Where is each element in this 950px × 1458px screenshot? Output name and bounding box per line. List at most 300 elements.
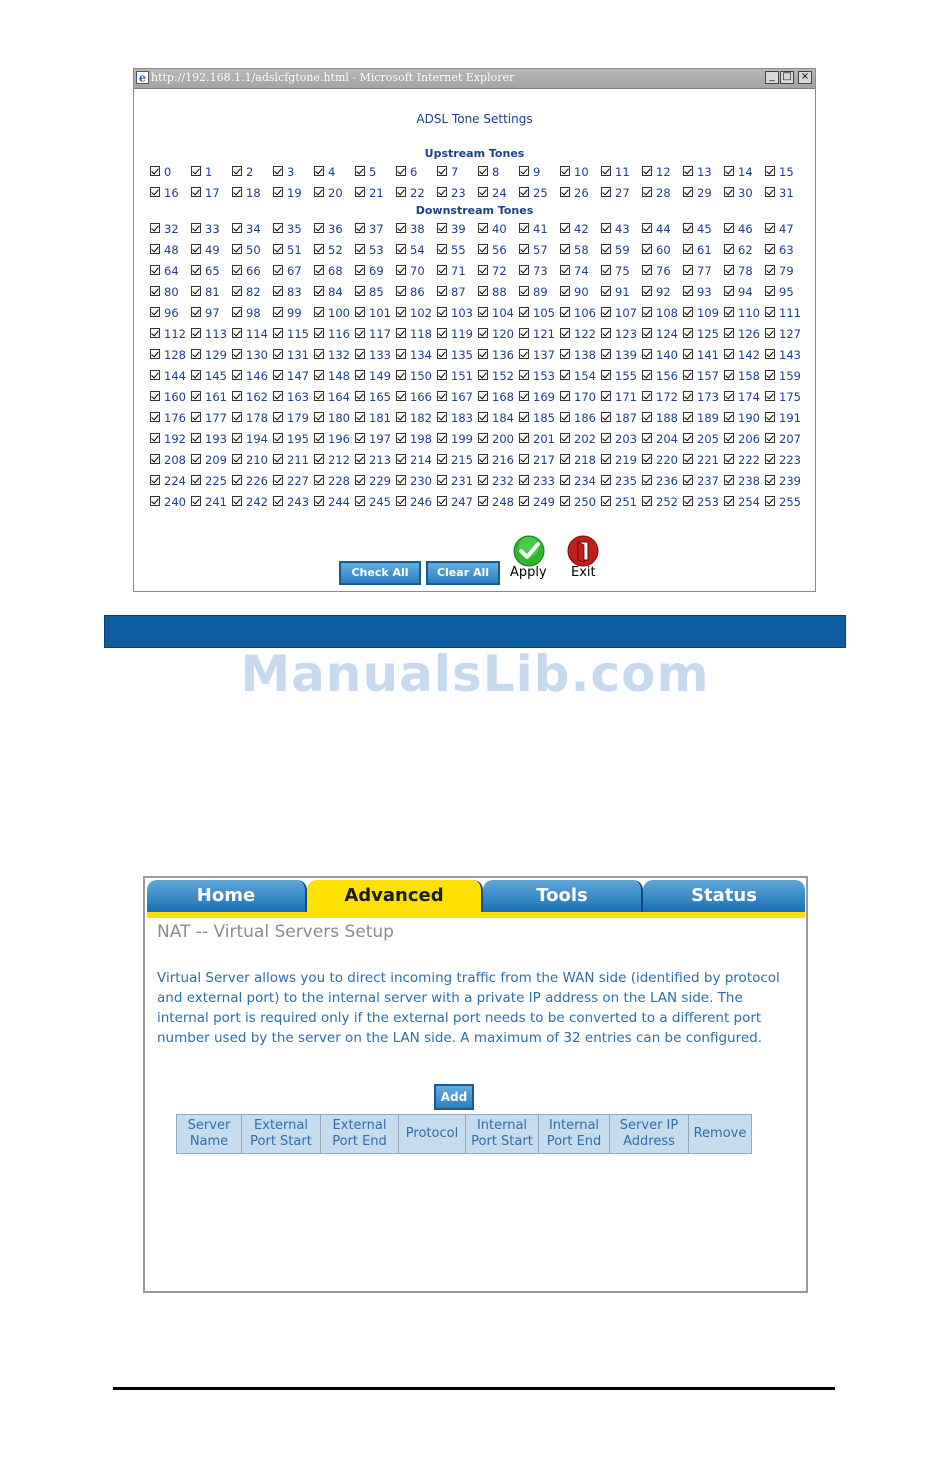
checkbox-checked-icon[interactable] [683,433,693,443]
checkbox-checked-icon[interactable] [355,223,365,233]
checkbox-checked-icon[interactable] [273,328,283,338]
checkbox-checked-icon[interactable] [560,286,570,296]
close-button[interactable]: × [798,71,812,84]
checkbox-checked-icon[interactable] [683,454,693,464]
checkbox-checked-icon[interactable] [232,475,242,485]
checkbox-checked-icon[interactable] [273,265,283,275]
checkbox-checked-icon[interactable] [355,391,365,401]
checkbox-checked-icon[interactable] [355,349,365,359]
checkbox-checked-icon[interactable] [642,166,652,176]
checkbox-checked-icon[interactable] [273,433,283,443]
checkbox-checked-icon[interactable] [642,391,652,401]
checkbox-checked-icon[interactable] [478,370,488,380]
checkbox-checked-icon[interactable] [273,475,283,485]
checkbox-checked-icon[interactable] [683,475,693,485]
tab-home[interactable]: Home [147,880,307,912]
checkbox-checked-icon[interactable] [765,391,775,401]
checkbox-checked-icon[interactable] [765,433,775,443]
checkbox-checked-icon[interactable] [314,286,324,296]
checkbox-checked-icon[interactable] [642,454,652,464]
checkbox-checked-icon[interactable] [232,307,242,317]
checkbox-checked-icon[interactable] [724,187,734,197]
checkbox-checked-icon[interactable] [765,412,775,422]
checkbox-checked-icon[interactable] [314,244,324,254]
checkbox-checked-icon[interactable] [355,328,365,338]
checkbox-checked-icon[interactable] [273,349,283,359]
checkbox-checked-icon[interactable] [396,475,406,485]
checkbox-checked-icon[interactable] [765,475,775,485]
tone-number-label: 18 [246,186,261,200]
checkbox-checked-icon[interactable] [478,265,488,275]
checkbox-checked-icon[interactable] [765,223,775,233]
checkbox-checked-icon[interactable] [765,307,775,317]
checkbox-checked-icon[interactable] [642,265,652,275]
tab-advanced[interactable]: Advanced [307,880,483,912]
checkbox-checked-icon[interactable] [437,370,447,380]
checkbox-checked-icon[interactable] [314,187,324,197]
checkbox-checked-icon[interactable] [560,454,570,464]
checkbox-checked-icon[interactable] [437,349,447,359]
checkbox-checked-icon[interactable] [437,244,447,254]
checkbox-checked-icon[interactable] [683,223,693,233]
checkbox-checked-icon[interactable] [560,475,570,485]
checkbox-checked-icon[interactable] [724,166,734,176]
checkbox-checked-icon[interactable] [683,412,693,422]
checkbox-checked-icon[interactable] [683,391,693,401]
checkbox-checked-icon[interactable] [273,166,283,176]
tone-number-label: 54 [410,243,425,257]
checkbox-checked-icon[interactable] [560,223,570,233]
checkbox-checked-icon[interactable] [519,265,529,275]
checkbox-checked-icon[interactable] [642,412,652,422]
checkbox-checked-icon[interactable] [191,265,201,275]
checkbox-checked-icon[interactable] [437,286,447,296]
checkbox-checked-icon[interactable] [478,307,488,317]
checkbox-checked-icon[interactable] [724,349,734,359]
tone-number-label: 203 [615,432,637,446]
checkbox-checked-icon[interactable] [683,265,693,275]
checkbox-checked-icon[interactable] [314,370,324,380]
tone-number-label: 174 [738,390,760,404]
add-button[interactable]: Add [434,1084,474,1110]
tone-number-label: 59 [615,243,630,257]
checkbox-checked-icon[interactable] [642,475,652,485]
checkbox-checked-icon[interactable] [273,223,283,233]
checkbox-checked-icon[interactable] [232,412,242,422]
checkbox-checked-icon[interactable] [478,412,488,422]
apply-checkmark-icon[interactable] [513,535,545,567]
checkbox-checked-icon[interactable] [396,496,406,506]
tab-tools[interactable]: Tools [483,880,643,912]
checkbox-checked-icon[interactable] [314,412,324,422]
checkbox-checked-icon[interactable] [273,496,283,506]
checkbox-checked-icon[interactable] [437,307,447,317]
checkbox-checked-icon[interactable] [150,307,160,317]
checkbox-checked-icon[interactable] [150,475,160,485]
checkbox-checked-icon[interactable] [724,223,734,233]
checkbox-checked-icon[interactable] [560,307,570,317]
checkbox-checked-icon[interactable] [478,244,488,254]
checkbox-checked-icon[interactable] [314,391,324,401]
tone-number-label: 98 [246,306,261,320]
checkbox-checked-icon[interactable] [150,286,160,296]
checkbox-checked-icon[interactable] [642,370,652,380]
checkbox-checked-icon[interactable] [232,328,242,338]
checkbox-checked-icon[interactable] [314,166,324,176]
checkbox-checked-icon[interactable] [519,307,529,317]
checkbox-checked-icon[interactable] [232,349,242,359]
title-bar [134,69,815,89]
checkbox-checked-icon[interactable] [724,412,734,422]
checkbox-checked-icon[interactable] [396,454,406,464]
checkbox-checked-icon[interactable] [519,187,529,197]
checkbox-checked-icon[interactable] [560,349,570,359]
checkbox-checked-icon[interactable] [683,370,693,380]
checkbox-checked-icon[interactable] [478,328,488,338]
checkbox-checked-icon[interactable] [150,370,160,380]
checkbox-checked-icon[interactable] [232,223,242,233]
checkbox-checked-icon[interactable] [191,244,201,254]
checkbox-checked-icon[interactable] [765,166,775,176]
checkbox-checked-icon[interactable] [478,391,488,401]
checkbox-checked-icon[interactable] [560,265,570,275]
checkbox-checked-icon[interactable] [396,391,406,401]
exit-label[interactable]: Exit [571,565,596,580]
checkbox-checked-icon[interactable] [355,265,365,275]
tone-number-label: 241 [205,495,227,509]
checkbox-checked-icon[interactable] [396,307,406,317]
checkbox-checked-icon[interactable] [724,391,734,401]
checkbox-checked-icon[interactable] [191,433,201,443]
checkbox-checked-icon[interactable] [396,244,406,254]
checkbox-checked-icon[interactable] [601,166,611,176]
checkbox-checked-icon[interactable] [601,328,611,338]
checkbox-checked-icon[interactable] [232,244,242,254]
downstream-tones-title: Downstream Tones [415,204,534,217]
tone-row [150,495,810,509]
checkbox-checked-icon[interactable] [560,412,570,422]
checkbox-checked-icon[interactable] [642,244,652,254]
checkbox-checked-icon[interactable] [273,244,283,254]
checkbox-checked-icon[interactable] [396,166,406,176]
tone-number-label: 205 [697,432,719,446]
checkbox-checked-icon[interactable] [355,454,365,464]
checkbox-checked-icon[interactable] [765,286,775,296]
checkbox-checked-icon[interactable] [478,433,488,443]
checkbox-checked-icon[interactable] [601,412,611,422]
checkbox-checked-icon[interactable] [601,454,611,464]
checkbox-checked-icon[interactable] [642,349,652,359]
minimize-button[interactable]: _ [765,71,779,84]
tone-number-label: 70 [410,264,425,278]
checkbox-checked-icon[interactable] [724,286,734,296]
checkbox-checked-icon[interactable] [683,244,693,254]
checkbox-checked-icon[interactable] [724,433,734,443]
checkbox-checked-icon[interactable] [765,454,775,464]
tone-number-label: 126 [738,327,760,341]
exit-door-icon[interactable] [567,535,599,567]
apply-label[interactable]: Apply [510,565,547,580]
tone-number-label: 94 [738,285,753,299]
checkbox-checked-icon[interactable] [560,391,570,401]
checkbox-checked-icon[interactable] [519,496,529,506]
checkbox-checked-icon[interactable] [396,370,406,380]
checkbox-checked-icon[interactable] [150,187,160,197]
checkbox-checked-icon[interactable] [724,307,734,317]
checkbox-checked-icon[interactable] [150,223,160,233]
checkbox-checked-icon[interactable] [396,412,406,422]
checkbox-checked-icon[interactable] [437,454,447,464]
checkbox-checked-icon[interactable] [191,475,201,485]
checkbox-checked-icon[interactable] [601,349,611,359]
checkbox-checked-icon[interactable] [150,166,160,176]
checkbox-checked-icon[interactable] [642,433,652,443]
checkbox-checked-icon[interactable] [355,475,365,485]
checkbox-checked-icon[interactable] [150,328,160,338]
checkbox-checked-icon[interactable] [150,244,160,254]
checkbox-checked-icon[interactable] [191,370,201,380]
checkbox-checked-icon[interactable] [724,265,734,275]
checkbox-checked-icon[interactable] [437,328,447,338]
checkbox-checked-icon[interactable] [232,454,242,464]
checkbox-checked-icon[interactable] [232,265,242,275]
checkbox-checked-icon[interactable] [519,286,529,296]
checkbox-checked-icon[interactable] [765,370,775,380]
checkbox-checked-icon[interactable] [437,496,447,506]
checkbox-checked-icon[interactable] [683,496,693,506]
checkbox-checked-icon[interactable] [314,328,324,338]
checkbox-checked-icon[interactable] [191,286,201,296]
checkbox-checked-icon[interactable] [683,166,693,176]
checkbox-checked-icon[interactable] [601,187,611,197]
clear-all-button[interactable]: Clear All [426,561,500,585]
checkbox-checked-icon[interactable] [683,307,693,317]
checkbox-checked-icon[interactable] [150,349,160,359]
checkbox-checked-icon[interactable] [478,187,488,197]
checkbox-checked-icon[interactable] [314,307,324,317]
tone-number-label: 41 [533,222,548,236]
checkbox-checked-icon[interactable] [191,328,201,338]
checkbox-checked-icon[interactable] [724,475,734,485]
tone-number-label: 242 [246,495,268,509]
checkbox-checked-icon[interactable] [601,223,611,233]
checkbox-checked-icon[interactable] [150,412,160,422]
checkbox-checked-icon[interactable] [273,370,283,380]
checkbox-checked-icon[interactable] [560,328,570,338]
checkbox-checked-icon[interactable] [314,454,324,464]
checkbox-checked-icon[interactable] [683,349,693,359]
checkbox-checked-icon[interactable] [191,391,201,401]
checkbox-checked-icon[interactable] [478,475,488,485]
checkbox-checked-icon[interactable] [273,412,283,422]
checkbox-checked-icon[interactable] [519,391,529,401]
checkbox-checked-icon[interactable] [355,433,365,443]
checkbox-checked-icon[interactable] [519,244,529,254]
checkbox-checked-icon[interactable] [519,454,529,464]
checkbox-checked-icon[interactable] [191,349,201,359]
checkbox-checked-icon[interactable] [191,223,201,233]
checkbox-checked-icon[interactable] [191,496,201,506]
checkbox-checked-icon[interactable] [601,265,611,275]
checkbox-checked-icon[interactable] [273,454,283,464]
checkbox-checked-icon[interactable] [437,475,447,485]
checkbox-checked-icon[interactable] [437,265,447,275]
checkbox-checked-icon[interactable] [273,391,283,401]
checkbox-checked-icon[interactable] [314,265,324,275]
tone-number-label: 60 [656,243,671,257]
checkbox-checked-icon[interactable] [642,328,652,338]
checkbox-checked-icon[interactable] [601,244,611,254]
maximize-button[interactable]: □ [780,71,794,84]
checkbox-checked-icon[interactable] [519,166,529,176]
checkbox-checked-icon[interactable] [355,286,365,296]
check-all-button[interactable]: Check All [339,561,421,585]
checkbox-checked-icon[interactable] [724,244,734,254]
tone-number-label: 103 [451,306,473,320]
checkbox-checked-icon[interactable] [642,496,652,506]
checkbox-checked-icon[interactable] [396,328,406,338]
checkbox-checked-icon[interactable] [765,265,775,275]
checkbox-checked-icon[interactable] [437,412,447,422]
checkbox-checked-icon[interactable] [601,307,611,317]
checkbox-checked-icon[interactable] [560,166,570,176]
checkbox-checked-icon[interactable] [191,187,201,197]
tone-number-label: 131 [287,348,309,362]
checkbox-checked-icon[interactable] [191,412,201,422]
checkbox-checked-icon[interactable] [724,370,734,380]
checkbox-checked-icon[interactable] [437,391,447,401]
checkbox-checked-icon[interactable] [765,328,775,338]
checkbox-checked-icon[interactable] [601,475,611,485]
checkbox-checked-icon[interactable] [232,496,242,506]
checkbox-checked-icon[interactable] [150,496,160,506]
checkbox-checked-icon[interactable] [478,286,488,296]
checkbox-checked-icon[interactable] [642,223,652,233]
checkbox-checked-icon[interactable] [519,412,529,422]
checkbox-checked-icon[interactable] [683,286,693,296]
tone-number-label: 19 [287,186,302,200]
checkbox-checked-icon[interactable] [642,187,652,197]
checkbox-checked-icon[interactable] [478,223,488,233]
checkbox-checked-icon[interactable] [437,166,447,176]
checkbox-checked-icon[interactable] [642,307,652,317]
tone-number-label: 100 [328,306,350,320]
checkbox-checked-icon[interactable] [519,475,529,485]
checkbox-checked-icon[interactable] [273,187,283,197]
tone-number-label: 134 [410,348,432,362]
checkbox-checked-icon[interactable] [560,244,570,254]
checkbox-checked-icon[interactable] [437,223,447,233]
checkbox-checked-icon[interactable] [396,265,406,275]
checkbox-checked-icon[interactable] [355,412,365,422]
checkbox-checked-icon[interactable] [765,496,775,506]
checkbox-checked-icon[interactable] [396,433,406,443]
tone-number-label: 151 [451,369,473,383]
checkbox-checked-icon[interactable] [437,187,447,197]
tone-number-label: 228 [328,474,350,488]
checkbox-checked-icon[interactable] [191,166,201,176]
checkbox-checked-icon[interactable] [150,391,160,401]
checkbox-checked-icon[interactable] [478,496,488,506]
checkbox-checked-icon[interactable] [396,223,406,233]
checkbox-checked-icon[interactable] [232,286,242,296]
checkbox-checked-icon[interactable] [314,475,324,485]
checkbox-checked-icon[interactable] [601,433,611,443]
checkbox-checked-icon[interactable] [150,433,160,443]
checkbox-checked-icon[interactable] [765,349,775,359]
checkbox-checked-icon[interactable] [560,433,570,443]
checkbox-checked-icon[interactable] [560,370,570,380]
checkbox-checked-icon[interactable] [683,328,693,338]
checkbox-checked-icon[interactable] [601,370,611,380]
checkbox-checked-icon[interactable] [765,187,775,197]
checkbox-checked-icon[interactable] [519,370,529,380]
checkbox-checked-icon[interactable] [601,286,611,296]
checkbox-checked-icon[interactable] [232,166,242,176]
checkbox-checked-icon[interactable] [355,496,365,506]
tone-number-label: 215 [451,453,473,467]
checkbox-checked-icon[interactable] [396,187,406,197]
checkbox-checked-icon[interactable] [150,454,160,464]
checkbox-checked-icon[interactable] [478,349,488,359]
checkbox-checked-icon[interactable] [232,391,242,401]
checkbox-checked-icon[interactable] [519,223,529,233]
checkbox-checked-icon[interactable] [273,307,283,317]
checkbox-checked-icon[interactable] [355,307,365,317]
tone-number-label: 104 [492,306,514,320]
checkbox-checked-icon[interactable] [478,166,488,176]
checkbox-checked-icon[interactable] [355,187,365,197]
checkbox-checked-icon[interactable] [683,187,693,197]
checkbox-checked-icon[interactable] [314,349,324,359]
checkbox-checked-icon[interactable] [314,223,324,233]
checkbox-checked-icon[interactable] [519,328,529,338]
checkbox-checked-icon[interactable] [232,433,242,443]
checkbox-checked-icon[interactable] [191,307,201,317]
checkbox-checked-icon[interactable] [642,286,652,296]
tone-number-label: 85 [369,285,384,299]
checkbox-checked-icon[interactable] [396,349,406,359]
checkbox-checked-icon[interactable] [724,328,734,338]
checkbox-checked-icon[interactable] [150,265,160,275]
checkbox-checked-icon[interactable] [478,454,488,464]
tone-number-label: 113 [205,327,227,341]
checkbox-checked-icon[interactable] [314,496,324,506]
checkbox-checked-icon[interactable] [273,286,283,296]
checkbox-checked-icon[interactable] [191,454,201,464]
checkbox-checked-icon[interactable] [765,244,775,254]
checkbox-checked-icon[interactable] [601,391,611,401]
tone-number-label: 229 [369,474,391,488]
checkbox-checked-icon[interactable] [355,244,365,254]
checkbox-checked-icon[interactable] [396,286,406,296]
checkbox-checked-icon[interactable] [601,496,611,506]
checkbox-checked-icon[interactable] [437,433,447,443]
checkbox-checked-icon[interactable] [355,370,365,380]
checkbox-checked-icon[interactable] [355,166,365,176]
checkbox-checked-icon[interactable] [560,496,570,506]
checkbox-checked-icon[interactable] [519,349,529,359]
checkbox-checked-icon[interactable] [519,433,529,443]
checkbox-checked-icon[interactable] [232,370,242,380]
tone-number-label: 187 [615,411,637,425]
checkbox-checked-icon[interactable] [314,433,324,443]
tab-status[interactable]: Status [643,880,805,912]
checkbox-checked-icon[interactable] [724,454,734,464]
checkbox-checked-icon[interactable] [724,496,734,506]
checkbox-checked-icon[interactable] [560,187,570,197]
checkbox-checked-icon[interactable] [232,187,242,197]
